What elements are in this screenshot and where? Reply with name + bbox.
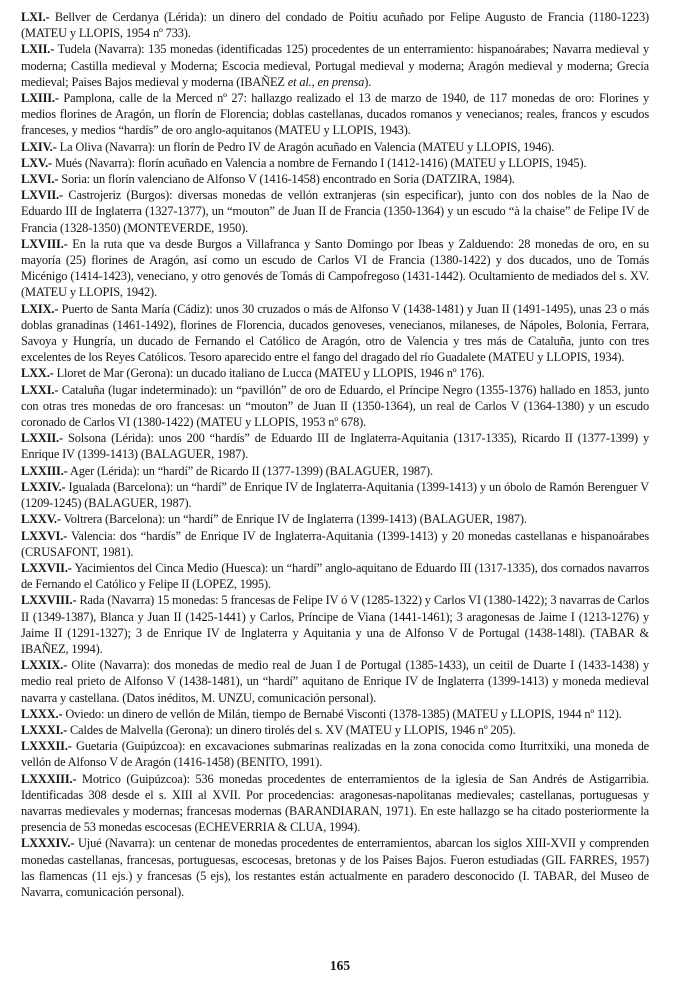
entry-italic-citation: et al., en prensa xyxy=(287,74,365,89)
entry-number: LXXXIV.- xyxy=(21,836,75,851)
entry-text: Yacimientos del Cinca Medio (Huesca): un “hardí” anglo-aquitano de Eduardo III (1317-1335), dos cornados navarros de Fernando el Católico y Felipe II (LOPEZ, 1995). xyxy=(21,560,649,592)
entry-text: Olite (Navarra): dos monedas de medio real de Juan I de Portugal (1385-1433), un ceitil de Duarte I (1433-1438) y medio real prieto de Alfonso V (1438-1481), un “hardí” aquitano de Enrique IV de Inglaterra (1399-1413) y moneda medieval navarra y castellana. (Datos inéditos, M. UNZU, comunicación personal). xyxy=(21,658,649,705)
entry-number: LXXXIII.- xyxy=(21,771,77,786)
entry-number: LXXX.- xyxy=(21,706,63,721)
entry-text: Tudela (Navarra): 135 monedas (identificadas 125) procedentes de un enterramiento: hispanoárabes; Navarra medieval y moderna; Castilla medieval y Moderna; Escocia medieval, Portugal medieval y moderna; Aragón medieval y moderna; Grecia medieval; Paises Bajos medieval y moderna (IBAÑEZ xyxy=(21,42,649,89)
entry-text: Castrojeriz (Burgos): diversas monedas de vellón extranjeras (sin especificar), junto con dos nobles de la Nao de Eduardo III de Inglaterra (1327-1377), un “mouton” de Juan II de Francia (1350-1364) y un escudo “à la chaise” de Felipe IV de Francia (1328-1350) (MONTEVERDE, 1950). xyxy=(21,188,649,235)
entry-number: LXVII.- xyxy=(21,188,63,203)
entry-number: LXXIII.- xyxy=(21,463,68,478)
entry-lxi xyxy=(21,9,649,41)
entry-number: LXXII.- xyxy=(21,431,63,446)
page-number: 165 xyxy=(329,958,351,973)
entry-lxxxiv xyxy=(21,835,649,900)
entry-text: Pamplona, calle de la Merced nº 27: hallazgo realizado el 13 de marzo de 1940, de 117 monedas de oro: Florines y medios florines de Aragón, un florín de Florencia; doblas castellanas, ducados romanos y venecianos; reales, francos y escudos franceses, y medios “hardís” de oro anglo-aquitanos (MATEU y LLOPIS, 1943). xyxy=(21,91,649,138)
entry-number: LXXXI.- xyxy=(21,722,68,737)
entry-lxvi xyxy=(21,171,649,187)
entry-number: LXVIII.- xyxy=(21,236,68,251)
entry-lxxx xyxy=(21,706,649,722)
entry-lxiii xyxy=(21,90,649,139)
entry-number: LXII.- xyxy=(21,42,55,57)
entry-number: LXXI.- xyxy=(21,382,59,397)
entry-lxxv xyxy=(21,511,649,527)
entry-text: Soria: un florín valenciano de Alfonso V (1416-1458) encontrado en Soria (DATZIRA, 1984). xyxy=(58,172,515,187)
entry-number: LXXIX.- xyxy=(21,658,68,673)
entry-number: LXI.- xyxy=(21,10,50,24)
entry-lxx xyxy=(21,365,649,381)
entry-lxxxii xyxy=(21,738,649,770)
entry-lxix xyxy=(21,301,649,366)
entry-number: LXIII.- xyxy=(21,91,59,106)
entry-lxxvii xyxy=(21,560,649,592)
entry-text: Ager (Lérida): un “hardí” de Ricardo II (1377-1399) (BALAGUER, 1987). xyxy=(67,463,433,478)
entry-lxxiii xyxy=(21,463,649,479)
entry-lxxi xyxy=(21,382,649,431)
entry-lxxvi xyxy=(21,528,649,560)
entry-text: Rada (Navarra) 15 monedas: 5 francesas de Felipe IV ó V (1285-1322) y Carlos VI (1380-1422); 3 navarras de Carlos II (1349-1387), Blanca y Juan II (1425-1441) y Carlos, Príncipe de Viana (1441-1461); 3 aragonesas de Jaime I (1213-1276) y Jaime II (1291-1327); 3 de Enrique IV de Inglaterra y Aquitania y una de Alfonso V de Portugal (1438-148l). (TABAR & IBAÑEZ, 1994). xyxy=(21,593,649,656)
entry-text: Valencia: dos “hardís” de Enrique IV de Inglaterra-Aquitania (1399-1413) y 20 monedas castellanas e hispanoárabes (CRUSAFONT, 1981). xyxy=(21,528,649,559)
entry-number: LXXIV.- xyxy=(21,479,66,494)
entry-lxvii xyxy=(21,187,649,236)
entry-lxxxiii xyxy=(21,771,649,836)
entry-number: LXV.- xyxy=(21,155,53,170)
entry-number: LXXXII.- xyxy=(21,739,72,754)
entry-text: Motrico (Guipúzcoa): 536 monedas procedentes de enterramientos de la iglesia de San Andrés de Astigarribia. Identificadas 308 desde el s. XIII al XVII. Por procedencias: aragonesas-napolitanas medievales; castellanas, portuguesas y navarras medievales y modernas; francesas modernas (BARANDIARAN, 1971). En este hallazgo se ha citado posteriormente la presencia de 53 monedas escocesas (ECHEVERRIA & CLUA, 1994). xyxy=(21,771,649,835)
document-body xyxy=(21,9,649,900)
entry-number: LXIX.- xyxy=(21,301,59,316)
entry-text: Oviedo: un dinero de vellón de Milán, tiempo de Bernabé Visconti (1378-1385) (MATEU y LLOPIS, 1944 nº 112). xyxy=(62,706,622,721)
entry-number: LXVI.- xyxy=(21,172,59,187)
entry-text: Igualada (Barcelona): un “hardí” de Enrique IV de Inglaterra-Aquitania (1399-1413) y un óbolo de Ramón Berenguer V (1209-1245) (BALAGUER, 1987). xyxy=(21,479,649,511)
entry-text: La Oliva (Navarra): un florín de Pedro IV de Aragón acuñado en Valencia (MATEU y LLOPIS, 1946). xyxy=(56,139,555,154)
entry-text: Mués (Navarra): florín acuñado en Valencia a nombre de Fernando I (1412-1416) (MATEU y LLOPIS, 1945). xyxy=(52,155,587,170)
entry-text: Puerto de Santa María (Cádiz): unos 30 cruzados o más de Alfonso V (1438-1481) y Juan II (1491-1495), unas 23 o más doblas granadinas (1461-1492), florines de Florencia, ducados genoveses, venecianos, milaneses, de Nápoles, Bolonia, Ferrara, Savoya y Hungría, un ducado de Fernando el Católico de Aragón, otro de Valencia y tres más de Cataluña, junto con tres excelentes de los Reyes Católicos. Tesoro aparecido entre el fango del dragado del río Guadalete (MATEU y LLOPIS, 1934). xyxy=(21,301,649,365)
entry-number: LXXVIII.- xyxy=(21,593,77,608)
entry-text: Solsona (Lérida): unos 200 “hardís” de Eduardo III de Inglaterra-Aquitania (1317-1335), Ricardo II (1377-1399) y Enrique IV (1399-1413) (BALAGUER, 1987). xyxy=(21,431,649,462)
entry-lxv xyxy=(21,155,649,171)
entry-text: Guetaria (Guipúzcoa): en excavaciones submarinas realizadas en la zona conocida como Iturritxiki, una moneda de vellón de Alfonso V de Aragón (1416-1458) (BENITO, 1991). xyxy=(21,739,649,770)
entry-number: LXXV.- xyxy=(21,512,61,527)
entry-lxxix xyxy=(21,657,649,706)
entry-lxviii xyxy=(21,236,649,301)
entry-text: Caldes de Malvella (Gerona): un dinero tirolés del s. XV (MATEU y LLOPIS, 1946 nº 205). xyxy=(67,722,516,737)
entry-lxii xyxy=(21,41,649,90)
entry-text: En la ruta que va desde Burgos a Villafranca y Santo Domingo por Ibeas y Zalduendo: 28 monedas de oro, en su mayoría (25) florines de Aragón, así como un escudo de Carlos VI de Francia (1380-1422) y dos ducados, uno de Tomás Micénigo (1414-1423), veneciano, y otro genovés de Tomás di Campofregoso (1431-1442). Ocultamiento de mediados del s. XV. (MATEU y LLOPIS, 1942). xyxy=(21,236,649,300)
entry-number: LXXVI.- xyxy=(21,528,68,543)
entry-number: LXXVII.- xyxy=(21,560,72,575)
entry-text: Lloret de Mar (Gerona): un ducado italiano de Lucca (MATEU y LLOPIS, 1946 nº 176). xyxy=(53,366,485,381)
entry-lxxviii xyxy=(21,592,649,657)
entry-text-tail: ). xyxy=(364,74,372,89)
entry-text: Ujué (Navarra): un centenar de monedas procedentes de enterramientos, abarcan los siglos XIII-XVII y comprenden monedas castellanas, francesas, portuguesas, escocesas, bretonas y de los Paises Bajos. Fueron estudiadas (GIL FARRES, 1957) las flamencas (11 ejs.) y francesas (5 ejs), los restantes están actualmente en paradero desconocido (I. TABAR, del Museo de Navarra, comunicación personal). xyxy=(21,836,649,899)
entry-lxxii xyxy=(21,430,649,462)
entry-text: Cataluña (lugar indeterminado): un “pavillón” de oro de Eduardo, el Príncipe Negro (1355-1376) hallado en 1853, junto con otras tres monedas de oro francesas: un “mouton” de Juan II (1350-1364), un real de Carlos V (1364-1380) y un escudo coronado de Carlos VI (1380-1422) (MATEU y LLOPIS, 1953 nº 678). xyxy=(21,382,649,430)
entry-text: Voltrera (Barcelona): un “hardí” de Enrique IV de Inglaterra (1399-1413) (BALAGUER, 1987). xyxy=(60,512,527,527)
entry-number: LXIV.- xyxy=(21,139,57,154)
entry-lxxiv xyxy=(21,479,649,511)
entry-number: LXX.- xyxy=(21,366,54,381)
entry-lxiv xyxy=(21,139,649,155)
entry-lxxxi xyxy=(21,722,649,738)
entry-text: Bellver de Cerdanya (Lérida): un dinero del condado de Poitiu acuñado por Felipe Augusto de Francia (1180-1223) (MATEU y LLOPIS, 1954 nº 733). xyxy=(21,10,649,41)
